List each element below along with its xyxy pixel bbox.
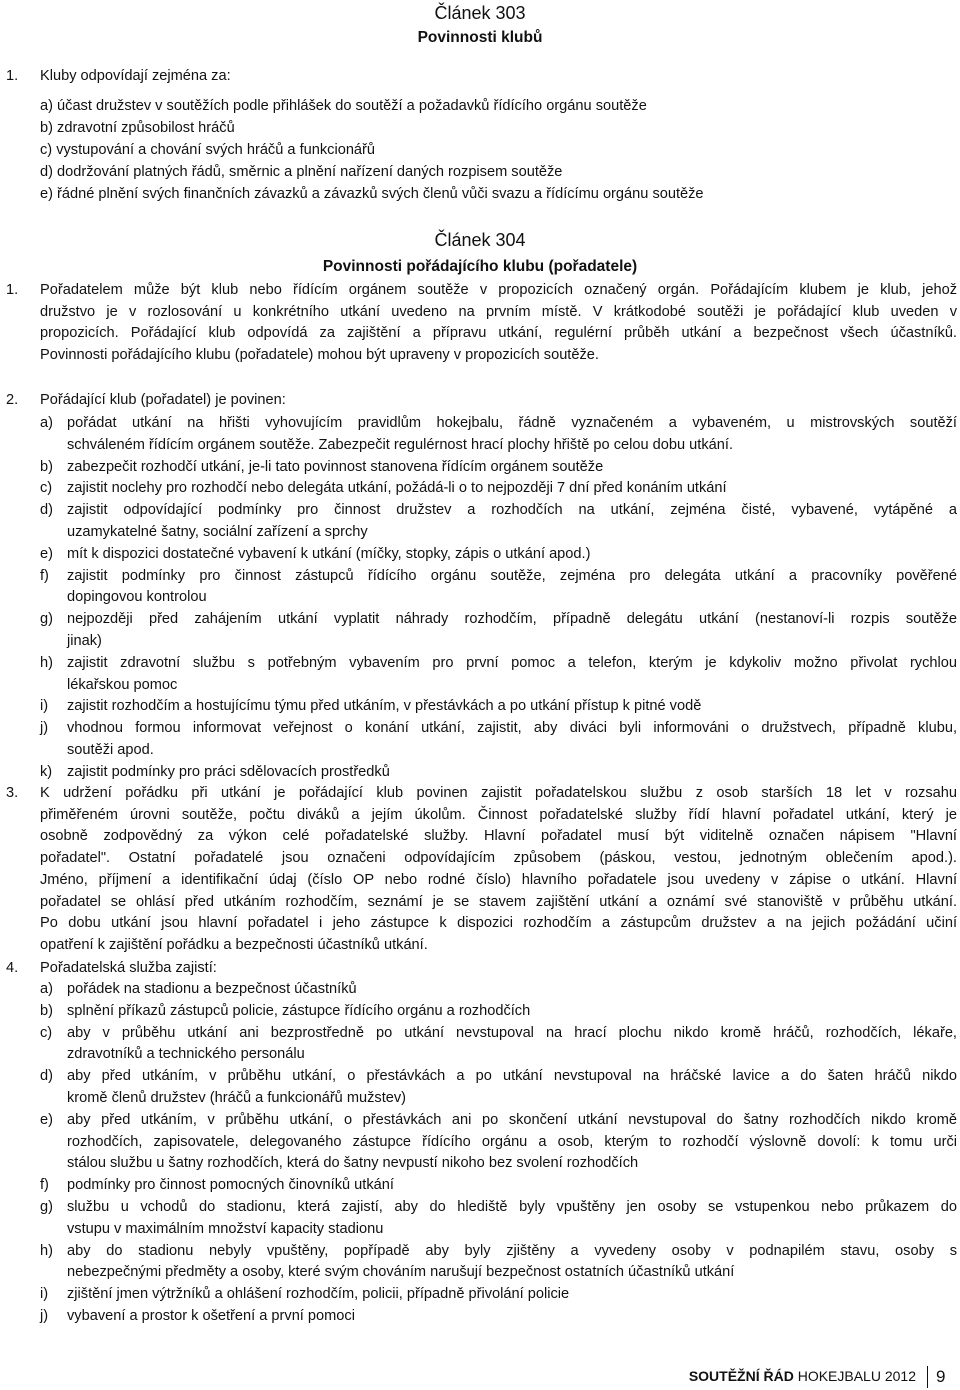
- item-label: b): [40, 458, 53, 475]
- paragraph-line: družstvo je v rozlosování u konkrétního utkání uvedeno na prvním místě. V krátkodobé soutěži je pořádající klub uveden v: [40, 303, 957, 320]
- item-line: stálou službu u šatny rozhodčích, která do šatny nevpustí nikoho bez svolení rozhodčích: [67, 1155, 639, 1172]
- item-line: dopingovou kontrolou: [67, 589, 207, 606]
- paragraph-number: 4.: [6, 960, 19, 976]
- item-label: d): [40, 1068, 53, 1085]
- list-number: 1.: [6, 68, 19, 84]
- item-label: a): [40, 981, 53, 997]
- item-line: soutěži apod.: [67, 742, 154, 758]
- paragraph-line: pořadatel". Ostatní pořadatelé jsou označeni odpovídajícím způsobem (páskou, vestou, jednotným oblečením apod.).: [40, 850, 957, 867]
- item-line: mít k dispozici dostatečné vybavení k utkání (míčky, stopky, zápis o utkání apod.): [67, 545, 591, 562]
- item-line: podmínky pro činnost pomocných činovníků utkání: [67, 1177, 394, 1194]
- item-line: aby do stadionu nebyly vpuštěny, popřípadě aby byly zjištěny a vyvedeny osoby v podnapilém stavu, osoby s: [67, 1242, 957, 1259]
- item-label: k): [40, 763, 53, 780]
- paragraph-number: 1.: [6, 282, 19, 298]
- item-line: zajistit noclehy pro rozhodčí nebo delegáta utkání, požádá-li o to nejpozději 7 dní před konáním utkání: [67, 480, 727, 497]
- footer-label: [689, 1368, 916, 1384]
- item-line: aby v průběhu utkání ani bezprostředně po utkání nevstupoval na hrací plochu nikdo kromě hráčů, rozhodčích, lékaře,: [67, 1024, 957, 1041]
- item-line: nejpozději před zahájením utkání vyplatit náhrady rozhodčím, případně delegátu utkání (nestanoví-li rozpis soutěže: [67, 611, 957, 628]
- paragraph-line: Po dobu utkání jsou hlavní pořadatel i jeho zástupce k dispozici rozhodčím a zástupcům družstev a na jejich požádání učiní: [40, 915, 957, 932]
- paragraph-line: K udržení pořádku při utkání je pořádající klub povinen zajistit pořadatelskou službu z osob starších 18 let v rozsahu: [40, 785, 957, 801]
- footer-title: SOUTĚŽNÍ ŘÁD: [688, 1368, 794, 1384]
- item-label: g): [40, 1199, 53, 1215]
- item-line: zajistit zdravotní službu s potřebným vybavením pro první pomoc a telefon, kterým je kdykoliv možno přivolat rychlou: [67, 654, 957, 671]
- paragraph-line: přiměřeném úrovni soutěže, počtu diváků a jejím úkolům. Činnost pořadatelské služby řídí hlavní pořadatel utkání, který je: [40, 806, 957, 823]
- item-line: aby před utkáním, v průběhu utkání, o přestávkách a po utkání nevstupoval na hráčské lavice a do šaten hráčů nikdo: [67, 1068, 957, 1085]
- article-303-subtitle: Povinnosti klubů: [417, 29, 543, 46]
- item-label: i): [40, 1286, 49, 1303]
- paragraph-line: Jméno, příjmení a identifikační údaj (číslo OP nebo rodné číslo) hlavního pořadatele jsou uvedeny v zápise o utkání. Hlavní: [40, 871, 957, 888]
- paragraph-line: propozicích. Pořádající klub odpovídá za zajištění a přípravu utkání, regulérní průběh utkání a bezpečnost všech účastníků.: [40, 325, 957, 342]
- paragraph-line: pořadatel se ohlásí před utkáním rozhodčím, seznámí je se stavem zajištění utkání a oznámí své stanoviště v průběhu utkání.: [40, 893, 957, 910]
- item-label: j): [40, 1308, 49, 1324]
- item-label: d): [40, 502, 53, 519]
- item-label: h): [40, 1242, 53, 1259]
- item-line: rozhodčích, zapisovatele, delegovaného zástupce řídícího orgánu a osob, kterým to rozhodčí výslovně dovolí: k tomu urči: [67, 1133, 957, 1150]
- item-line: kromě členů družstev (hráčů a funkcionářů mužstev): [67, 1090, 407, 1106]
- item-label: c): [40, 480, 53, 497]
- item-line: nebezpečnými předměty a osoby, které svým chováním narušují bezpečnost ostatních účastníků utkání: [67, 1264, 735, 1281]
- list-item: e) řádné plnění svých finančních závazků a závazků svých členů vůči svazu a řídícímu orgánu soutěže: [40, 186, 704, 202]
- list-item: d) dodržování platných řádů, směrnic a plnění nařízení daných rozpisem soutěže: [40, 164, 563, 180]
- item-line: pořádat utkání na hřišti vyhovujícím pravidlům hokejbalu, řádně vyznačeném a vybaveném, u mistrovských soutěží: [67, 415, 957, 431]
- item-label: f): [40, 567, 49, 584]
- item-line: uzamykatelné šatny, sociální zařízení a sprchy: [67, 524, 368, 540]
- item-label: b): [40, 1002, 53, 1019]
- article-303-title: Článek 303: [434, 3, 526, 23]
- item-label: e): [40, 1111, 53, 1128]
- item-label: e): [40, 545, 53, 562]
- item-line: vybavení a prostor k ošetření a první pomoci: [67, 1308, 355, 1324]
- item-line: zdravotníků a technického personálu: [67, 1046, 305, 1063]
- paragraph-number: 2.: [6, 392, 19, 408]
- item-line: službu u vchodů do stadionu, která zajistí, aby do hlediště byly vpuštěny jen osoby se vstupenkou nebo průkazem do: [67, 1199, 957, 1215]
- item-line: zajistit rozhodčím a hostujícímu týmu před utkáním, v přestávkách a po utkání přístup k pitné vodě: [67, 698, 702, 715]
- item-line: zajistit odpovídající podmínky pro činnost družstev a rozhodčích na utkání, zejména čisté, vybavené, vytápěné a: [67, 502, 957, 519]
- paragraph-intro: Pořádající klub (pořadatel) je povinen:: [40, 392, 286, 408]
- paragraph-line: osobně zodpovědný za výkon celé pořadatelské služby. Hlavní pořadatel musí být viditelně označen nápisem "Hlavní: [40, 828, 957, 845]
- item-line: zjištění jmen výtržníků a ohlášení rozhodčím, policii, případně přivolání policie: [67, 1286, 570, 1303]
- item-line: lékařskou pomoc: [67, 676, 178, 693]
- item-line: vstupu v maximálním množství kapacity stadionu: [67, 1220, 384, 1237]
- item-line: schváleném řídícím orgánem soutěže. Zabezpečit regulérnost hrací plochy hřiště po celou dobu utkání.: [67, 436, 733, 453]
- item-line: aby před utkáním, v průběhu utkání, o přestávkách ani po skončení utkání nevstupoval do šatny rozhodčích nikdo kromě: [67, 1111, 957, 1128]
- item-label: a): [40, 415, 53, 431]
- page-footer: [0, 1368, 960, 1390]
- item-line: zajistit podmínky pro práci sdělovacích prostředků: [67, 763, 390, 780]
- footer-subtitle: HOKEJBALU 2012: [797, 1368, 916, 1384]
- item-label: i): [40, 698, 49, 715]
- item-label: c): [40, 1024, 53, 1041]
- list-intro: Kluby odpovídají zejména za:: [40, 68, 231, 84]
- paragraph-intro: Pořadatelská služba zajistí:: [40, 960, 217, 976]
- paragraph-number: 3.: [6, 785, 19, 801]
- item-line: zajistit podmínky pro činnost zástupců řídícího orgánu soutěže, zejména pro delegáta utkání a pracovníky pověřené: [67, 567, 957, 584]
- item-line: jinak): [67, 633, 102, 649]
- paragraph-line: Pořadatelem může být klub nebo řídícím orgánem soutěže v propozicích označený orgán. Pořádajícím klubem je klub, jehož: [40, 282, 957, 298]
- item-line: splnění příkazů zástupců policie, zástupce řídícího orgánu a rozhodčích: [67, 1002, 531, 1019]
- item-line: zabezpečit rozhodčí utkání, je-li tato povinnost stanovena řídícím orgánem soutěže: [67, 458, 604, 475]
- footer-divider: [927, 1366, 928, 1388]
- paragraph-line: Povinnosti pořádajícího klubu (pořadatele) mohou být upraveny v propozicích soutěže.: [40, 347, 599, 364]
- item-label: f): [40, 1177, 49, 1194]
- item-label: j): [40, 720, 49, 737]
- item-line: pořádek na stadionu a bezpečnost účastníků: [67, 981, 357, 997]
- item-line: vhodnou formou informovat veřejnost o konání utkání, zajistit, aby diváci byli informováni o družstvech, případně klubu,: [67, 720, 957, 737]
- article-304-subtitle: Povinnosti pořádajícího klubu (pořadatele): [322, 258, 638, 275]
- item-label: g): [40, 611, 53, 628]
- list-item: a) účast družstev v soutěžích podle přihlášek do soutěží a požadavků řídícího orgánu soutěže: [40, 98, 647, 114]
- list-item: c) vystupování a chování svých hráčů a funkcionářů: [40, 142, 376, 158]
- list-item: b) zdravotní způsobilost hráčů: [40, 120, 235, 136]
- item-label: h): [40, 654, 53, 671]
- paragraph-line: opatření k zajištění pořádku a bezpečnosti účastníků utkání.: [40, 936, 428, 953]
- article-304-title: Článek 304: [434, 230, 526, 250]
- page-number: 9: [936, 1367, 946, 1386]
